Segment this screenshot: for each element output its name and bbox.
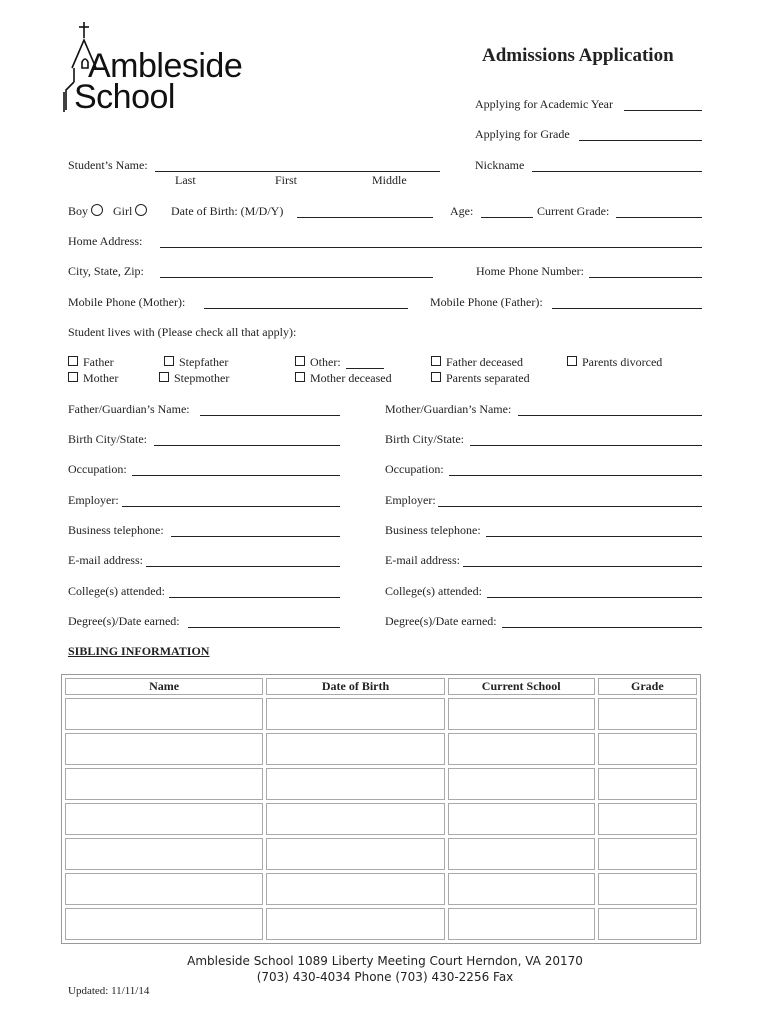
sibling-name-cell[interactable] bbox=[65, 768, 263, 800]
sibling-name-cell[interactable] bbox=[65, 733, 263, 765]
sibling-header-dob: Date of Birth bbox=[266, 678, 444, 695]
girl-radio[interactable] bbox=[135, 204, 147, 216]
option-mother-label: Mother bbox=[83, 371, 119, 385]
mobile-father-label: Mobile Phone (Father): bbox=[430, 295, 543, 309]
mother-name-label: Mother/Guardian’s Name: bbox=[385, 402, 512, 416]
option-stepfather[interactable] bbox=[164, 355, 228, 370]
sibling-grade-cell[interactable] bbox=[598, 733, 697, 765]
sibling-school-cell[interactable] bbox=[448, 873, 595, 905]
sibling-grade-cell[interactable] bbox=[598, 698, 697, 730]
name-last-caption: Last bbox=[175, 173, 196, 187]
father-college-field[interactable] bbox=[169, 597, 340, 598]
grade-label: Applying for Grade bbox=[475, 127, 570, 141]
option-parents-separated-label: Parents separated bbox=[446, 371, 530, 385]
current-grade-field[interactable] bbox=[616, 217, 702, 218]
mother-degree-field[interactable] bbox=[502, 627, 702, 628]
table-row bbox=[65, 838, 697, 870]
sibling-grade-cell[interactable] bbox=[598, 873, 697, 905]
father-degree-field[interactable] bbox=[188, 627, 340, 628]
sibling-school-cell[interactable] bbox=[448, 803, 595, 835]
checkbox-father[interactable] bbox=[68, 356, 78, 366]
option-stepfather-label: Stepfather bbox=[179, 355, 229, 369]
father-birth-city-label: Birth City/State: bbox=[68, 432, 148, 446]
father-degree-label: Degree(s)/Date earned: bbox=[68, 614, 180, 628]
father-name-field[interactable] bbox=[200, 415, 340, 416]
father-name-label: Father/Guardian’s Name: bbox=[68, 402, 190, 416]
sibling-dob-cell[interactable] bbox=[266, 873, 444, 905]
sibling-name-cell[interactable] bbox=[65, 873, 263, 905]
table-row bbox=[65, 698, 697, 730]
option-parents-divorced-label: Parents divorced bbox=[582, 355, 663, 369]
mother-college-label: College(s) attended: bbox=[385, 584, 482, 598]
mother-name-field[interactable] bbox=[518, 415, 702, 416]
sibling-grade-cell[interactable] bbox=[598, 838, 697, 870]
home-phone-field[interactable] bbox=[589, 277, 702, 278]
logo-line-ambleside: Ambleside bbox=[88, 47, 243, 85]
mother-business-phone-field[interactable] bbox=[486, 536, 702, 537]
sibling-school-cell[interactable] bbox=[448, 908, 595, 940]
boy-option[interactable] bbox=[68, 204, 103, 219]
footer-phone: (703) 430-4034 Phone (703) 430-2256 Fax bbox=[256, 970, 514, 984]
father-business-phone-field[interactable] bbox=[171, 536, 340, 537]
father-email-label: E-mail address: bbox=[68, 553, 143, 567]
father-occupation-field[interactable] bbox=[132, 475, 340, 476]
footer-address: Ambleside School 1089 Liberty Meeting Court Herndon, VA 20170 bbox=[187, 954, 583, 968]
checkbox-parents-separated[interactable] bbox=[431, 372, 441, 382]
academic-year-label: Applying for Academic Year bbox=[475, 97, 613, 111]
nickname-field[interactable] bbox=[532, 171, 702, 172]
sibling-header-school: Current School bbox=[448, 678, 595, 695]
sibling-grade-cell[interactable] bbox=[598, 908, 697, 940]
table-row bbox=[65, 768, 697, 800]
mother-business-phone-label: Business telephone: bbox=[385, 523, 481, 537]
option-mother-deceased-label: Mother deceased bbox=[310, 371, 392, 385]
sibling-dob-cell[interactable] bbox=[266, 908, 444, 940]
sibling-table bbox=[61, 674, 701, 944]
boy-radio[interactable] bbox=[91, 204, 103, 216]
student-name-label: Student’s Name: bbox=[68, 158, 148, 172]
sibling-school-cell[interactable] bbox=[448, 838, 595, 870]
father-birth-city-field[interactable] bbox=[154, 445, 340, 446]
mother-employer-field[interactable] bbox=[438, 506, 702, 507]
updated-date: Updated: 11/11/14 bbox=[68, 985, 150, 997]
lives-with-label: Student lives with (Please check all that apply): bbox=[68, 325, 297, 339]
sibling-name-cell[interactable] bbox=[65, 698, 263, 730]
option-mother[interactable] bbox=[68, 371, 118, 386]
option-stepmother-label: Stepmother bbox=[174, 371, 230, 385]
option-parents-divorced[interactable] bbox=[567, 355, 662, 370]
checkbox-mother[interactable] bbox=[68, 372, 78, 382]
sibling-grade-cell[interactable] bbox=[598, 768, 697, 800]
sibling-school-cell[interactable] bbox=[448, 768, 595, 800]
girl-label: Girl bbox=[113, 204, 133, 218]
father-employer-label: Employer: bbox=[68, 493, 119, 507]
mother-degree-label: Degree(s)/Date earned: bbox=[385, 614, 497, 628]
student-name-field[interactable] bbox=[155, 171, 440, 172]
other-field[interactable] bbox=[346, 368, 384, 369]
dob-field[interactable] bbox=[297, 217, 433, 218]
sibling-name-cell[interactable] bbox=[65, 803, 263, 835]
home-phone-label: Home Phone Number: bbox=[476, 264, 584, 278]
option-father-deceased-label: Father deceased bbox=[446, 355, 523, 369]
checkbox-parents-divorced[interactable] bbox=[567, 356, 577, 366]
name-middle-caption: Middle bbox=[372, 173, 407, 187]
sibling-name-cell[interactable] bbox=[65, 908, 263, 940]
girl-option[interactable] bbox=[113, 204, 147, 219]
father-college-label: College(s) attended: bbox=[68, 584, 165, 598]
option-father-label: Father bbox=[83, 355, 114, 369]
sibling-grade-cell[interactable] bbox=[598, 803, 697, 835]
option-other-label: Other: bbox=[310, 355, 341, 369]
city-state-zip-field[interactable] bbox=[160, 277, 433, 278]
age-label: Age: bbox=[450, 204, 474, 218]
sibling-dob-cell[interactable] bbox=[266, 838, 444, 870]
age-field[interactable] bbox=[481, 217, 533, 218]
option-other[interactable] bbox=[295, 355, 341, 370]
sibling-dob-cell[interactable] bbox=[266, 768, 444, 800]
checkbox-father-deceased[interactable] bbox=[431, 356, 441, 366]
sibling-dob-cell[interactable] bbox=[266, 733, 444, 765]
checkbox-mother-deceased[interactable] bbox=[295, 372, 305, 382]
table-row bbox=[65, 908, 697, 940]
sibling-header-row bbox=[65, 678, 697, 695]
sibling-dob-cell[interactable] bbox=[266, 698, 444, 730]
home-address-field[interactable] bbox=[160, 247, 702, 248]
current-grade-label: Current Grade: bbox=[537, 204, 610, 218]
mother-college-field[interactable] bbox=[487, 597, 702, 598]
home-address-label: Home Address: bbox=[68, 234, 143, 248]
dob-label: Date of Birth: (M/D/Y) bbox=[171, 204, 284, 218]
mobile-mother-field[interactable] bbox=[204, 308, 408, 309]
mother-birth-city-label: Birth City/State: bbox=[385, 432, 465, 446]
checkbox-other[interactable] bbox=[295, 356, 305, 366]
option-father-deceased[interactable] bbox=[431, 355, 523, 370]
mobile-mother-label: Mobile Phone (Mother): bbox=[68, 295, 186, 309]
mother-birth-city-field[interactable] bbox=[470, 445, 702, 446]
checkbox-stepfather[interactable] bbox=[164, 356, 174, 366]
sibling-dob-cell[interactable] bbox=[266, 803, 444, 835]
option-stepmother[interactable] bbox=[159, 371, 229, 386]
sibling-school-cell[interactable] bbox=[448, 733, 595, 765]
table-row bbox=[65, 873, 697, 905]
mother-email-label: E-mail address: bbox=[385, 553, 460, 567]
name-first-caption: First bbox=[275, 173, 298, 187]
mother-occupation-field[interactable] bbox=[449, 475, 702, 476]
sibling-section-title: SIBLING INFORMATION bbox=[68, 644, 210, 658]
boy-label: Boy bbox=[68, 204, 89, 218]
father-email-field[interactable] bbox=[146, 566, 340, 567]
mother-occupation-label: Occupation: bbox=[385, 462, 444, 476]
sibling-name-cell[interactable] bbox=[65, 838, 263, 870]
checkbox-stepmother[interactable] bbox=[159, 372, 169, 382]
mother-employer-label: Employer: bbox=[385, 493, 436, 507]
mother-email-field[interactable] bbox=[463, 566, 702, 567]
sibling-header-name: Name bbox=[65, 678, 263, 695]
father-occupation-label: Occupation: bbox=[68, 462, 127, 476]
table-row bbox=[65, 733, 697, 765]
option-parents-separated[interactable] bbox=[431, 371, 530, 386]
table-row bbox=[65, 803, 697, 835]
sibling-header-grade: Grade bbox=[598, 678, 697, 695]
nickname-label: Nickname bbox=[475, 158, 525, 172]
sibling-school-cell[interactable] bbox=[448, 698, 595, 730]
option-mother-deceased[interactable] bbox=[295, 371, 392, 386]
academic-year-field[interactable] bbox=[624, 110, 702, 111]
logo-line-school: School bbox=[74, 78, 175, 116]
grade-field[interactable] bbox=[579, 140, 702, 141]
option-father[interactable] bbox=[68, 355, 114, 370]
page-title: Admissions Application bbox=[482, 45, 674, 66]
father-business-phone-label: Business telephone: bbox=[68, 523, 164, 537]
city-state-zip-label: City, State, Zip: bbox=[68, 264, 144, 278]
mobile-father-field[interactable] bbox=[552, 308, 702, 309]
father-employer-field[interactable] bbox=[122, 506, 340, 507]
